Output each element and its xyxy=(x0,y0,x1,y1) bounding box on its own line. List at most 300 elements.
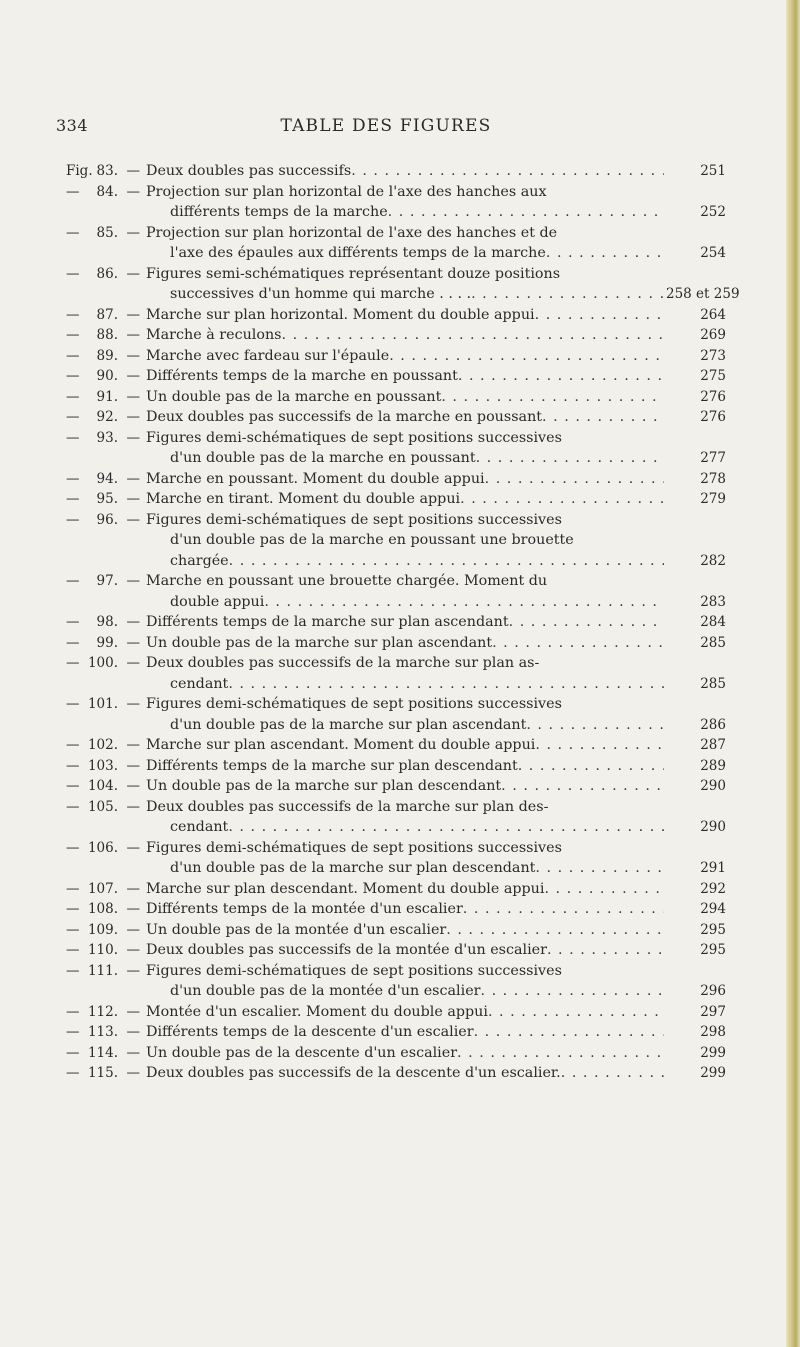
figure-caption xyxy=(146,571,664,612)
leader-dots xyxy=(526,715,664,736)
caption-text: d'un double pas de la marche en poussant une brouette xyxy=(170,532,574,548)
number-dash: — xyxy=(126,470,140,487)
figure-caption xyxy=(146,407,664,428)
figure-number-value: 107. xyxy=(87,880,118,897)
figure-prefix: — xyxy=(66,880,80,897)
leader-dots xyxy=(463,899,664,920)
figure-prefix: — xyxy=(66,470,80,487)
figure-caption xyxy=(146,940,664,961)
figure-entry xyxy=(66,510,726,572)
caption-line xyxy=(146,940,664,961)
figure-number-value: 114. xyxy=(87,1044,118,1061)
figure-entry xyxy=(66,838,726,879)
figure-prefix: — xyxy=(66,798,80,815)
figure-prefix: — xyxy=(66,614,80,630)
number-dash: — xyxy=(126,491,140,507)
figure-number-value: 88. xyxy=(96,327,118,343)
figure-caption xyxy=(146,1043,664,1064)
figure-entry xyxy=(66,633,726,654)
caption-text: Deux doubles pas successifs de la marche sur plan des- xyxy=(146,798,549,815)
figure-number-value: 84. xyxy=(96,183,118,200)
figure-caption xyxy=(146,428,664,469)
figure-prefix: — xyxy=(66,224,80,241)
figure-prefix: — xyxy=(66,634,80,651)
figure-prefix: — xyxy=(66,1003,80,1020)
leader-dots xyxy=(544,879,664,900)
figure-caption xyxy=(146,325,664,346)
leader-dots xyxy=(351,161,664,182)
caption-text: Différents temps de la marche sur plan ascendant xyxy=(146,614,509,630)
running-title: TABLE DES FIGURES xyxy=(280,116,492,136)
figure-prefix: — xyxy=(66,511,80,528)
figure-entry xyxy=(66,879,726,900)
figure-number-value: 91. xyxy=(96,388,118,405)
number-dash: — xyxy=(126,327,140,343)
caption-line xyxy=(146,305,664,326)
caption-line xyxy=(146,756,664,777)
figure-number-value: 101. xyxy=(87,696,118,712)
number-dash: — xyxy=(126,614,140,630)
caption-line xyxy=(146,346,664,367)
figure-number-value: 100. xyxy=(87,655,118,671)
caption-text: Différents temps de la marche sur plan descendant xyxy=(146,757,518,774)
figure-entry xyxy=(66,161,726,182)
figure-caption xyxy=(146,510,664,572)
number-dash: — xyxy=(126,696,140,712)
figure-prefix: — xyxy=(66,655,80,671)
page-reference: 275 xyxy=(700,368,726,384)
caption-text: Un double pas de la descente d'un escalier xyxy=(146,1044,458,1061)
caption-text: Un double pas de la marche sur plan descendant xyxy=(146,778,502,794)
number-dash: — xyxy=(126,1044,140,1061)
leader-dots xyxy=(561,1063,664,1084)
leader-dots xyxy=(460,489,664,510)
caption-text: Deux doubles pas successifs de la marche sur plan as- xyxy=(146,655,540,671)
caption-line xyxy=(146,858,664,879)
number-dash: — xyxy=(126,798,140,815)
figure-prefix: — xyxy=(66,696,80,712)
caption-text: Un double pas de la montée d'un escalier xyxy=(146,921,447,938)
figure-caption xyxy=(146,182,664,223)
caption-line xyxy=(146,284,664,305)
caption-line xyxy=(146,469,664,490)
leader-dots xyxy=(518,756,664,777)
number-dash: — xyxy=(126,839,140,856)
caption-text: d'un double pas de la marche sur plan descendant xyxy=(170,860,536,876)
figure-number-value: 115. xyxy=(87,1065,118,1081)
figure-entry xyxy=(66,325,726,346)
caption-line xyxy=(146,817,664,838)
caption-text: Deux doubles pas successifs de la montée d'un escalier xyxy=(146,942,547,958)
figure-entry xyxy=(66,1063,726,1084)
figure-number-value: 97. xyxy=(96,573,118,589)
figure-prefix: — xyxy=(66,839,80,856)
caption-line xyxy=(146,838,664,859)
leader-dots xyxy=(264,592,664,613)
page-reference: 291 xyxy=(700,860,726,876)
figure-entry xyxy=(66,346,726,367)
caption-line xyxy=(146,920,664,941)
caption-text: Marche en tirant. Moment du double appui xyxy=(146,491,461,507)
caption-text: Marche en poussant. Moment du double appui xyxy=(146,470,485,487)
caption-text: Figures semi-schématiques représentant douze positions xyxy=(146,265,561,282)
leader-dots xyxy=(492,633,664,654)
caption-text: Montée d'un escalier. Moment du double appui xyxy=(146,1003,488,1020)
caption-line xyxy=(146,489,664,510)
page-reference: 286 xyxy=(700,716,726,733)
caption-text: d'un double pas de la montée d'un escalier xyxy=(170,983,481,999)
caption-line xyxy=(146,264,664,285)
number-dash: — xyxy=(126,1024,140,1040)
caption-line xyxy=(146,715,664,736)
figure-caption xyxy=(146,366,664,387)
caption-line xyxy=(146,223,664,244)
caption-line xyxy=(146,899,664,920)
caption-text: Différents temps de la montée d'un escalier xyxy=(146,901,463,917)
figure-prefix: — xyxy=(66,737,80,753)
caption-text: Marche sur plan ascendant. Moment du double appui xyxy=(146,737,536,753)
figure-caption xyxy=(146,735,664,756)
figure-caption xyxy=(146,223,664,264)
figure-entry xyxy=(66,223,726,264)
caption-text: différents temps de la marche xyxy=(170,204,388,220)
figure-prefix: — xyxy=(66,409,80,425)
figure-caption xyxy=(146,469,664,490)
number-dash: — xyxy=(126,183,140,200)
leader-dots xyxy=(471,284,664,305)
caption-line xyxy=(146,407,664,428)
figure-caption xyxy=(146,776,664,797)
caption-text: Figures demi-schématiques de sept positions successives xyxy=(146,962,562,979)
page-reference: 294 xyxy=(700,901,726,917)
leader-dots xyxy=(546,243,664,264)
leader-dots xyxy=(535,735,664,756)
page-number: 334 xyxy=(56,116,89,135)
figure-entry xyxy=(66,899,726,920)
leader-dots xyxy=(457,1043,664,1064)
figure-number-value: 113. xyxy=(87,1024,118,1040)
leader-dots xyxy=(282,325,664,346)
caption-line xyxy=(146,674,664,695)
figure-prefix: — xyxy=(66,306,80,323)
number-dash: — xyxy=(126,265,140,282)
caption-text: successives d'un homme qui marche . . . . xyxy=(170,286,472,302)
page-reference: 299 xyxy=(700,1065,726,1081)
leader-dots xyxy=(509,612,664,633)
figure-caption xyxy=(146,264,664,305)
figure-number-value: 94. xyxy=(96,470,118,487)
figure-caption xyxy=(146,653,664,694)
figure-caption xyxy=(146,161,664,182)
page-reference: 283 xyxy=(700,593,726,610)
figure-number-value: 83. xyxy=(96,163,118,179)
number-dash: — xyxy=(126,429,140,446)
number-dash: — xyxy=(126,942,140,958)
figure-number-value: 93. xyxy=(96,429,118,446)
figure-entry xyxy=(66,797,726,838)
figure-prefix: — xyxy=(66,573,80,589)
caption-line xyxy=(146,592,664,613)
caption-text: chargée xyxy=(170,552,229,569)
page-reference: 258 et 259 xyxy=(666,286,740,302)
leader-dots xyxy=(547,940,664,961)
page-reference: 296 xyxy=(700,983,726,999)
figure-entry xyxy=(66,387,726,408)
leader-dots xyxy=(535,305,664,326)
caption-line xyxy=(146,182,664,203)
figure-prefix: — xyxy=(66,388,80,405)
page-reference: 269 xyxy=(700,327,726,343)
page-reference: 284 xyxy=(700,614,726,630)
figure-caption xyxy=(146,694,664,735)
number-dash: — xyxy=(126,224,140,241)
figure-number-value: 90. xyxy=(96,368,118,384)
caption-line xyxy=(146,653,664,674)
figure-number-value: 109. xyxy=(87,921,118,938)
caption-text: cendant xyxy=(170,819,229,835)
figure-prefix: — xyxy=(66,901,80,917)
number-dash: — xyxy=(126,655,140,671)
figure-caption xyxy=(146,920,664,941)
figure-caption xyxy=(146,797,664,838)
figure-entry xyxy=(66,469,726,490)
caption-line xyxy=(146,202,664,223)
figure-caption xyxy=(146,305,664,326)
number-dash: — xyxy=(126,573,140,589)
figure-entry xyxy=(66,1002,726,1023)
figure-number-value: 112. xyxy=(87,1003,118,1020)
figure-prefix: — xyxy=(66,265,80,282)
figure-prefix: — xyxy=(66,1065,80,1081)
caption-line xyxy=(146,1022,664,1043)
figure-entry xyxy=(66,1043,726,1064)
caption-text: Figures demi-schématiques de sept positions successives xyxy=(146,429,562,446)
page-reference: 299 xyxy=(700,1044,726,1061)
figure-number-value: 110. xyxy=(87,942,118,958)
caption-line xyxy=(146,612,664,633)
figure-entry xyxy=(66,428,726,469)
caption-text: Figures demi-schématiques de sept positions successives xyxy=(146,839,562,856)
leader-dots xyxy=(542,407,664,428)
figure-caption xyxy=(146,387,664,408)
figure-caption xyxy=(146,346,664,367)
figure-prefix: — xyxy=(66,757,80,774)
page-reference: 290 xyxy=(700,819,726,835)
figure-caption xyxy=(146,612,664,633)
number-dash: — xyxy=(126,757,140,774)
figure-number-value: 86. xyxy=(96,265,118,282)
leader-dots xyxy=(476,448,664,469)
number-dash: — xyxy=(126,901,140,917)
page-reference: 251 xyxy=(700,163,726,179)
figure-prefix: — xyxy=(66,778,80,794)
figure-entry xyxy=(66,366,726,387)
figure-prefix: — xyxy=(66,327,80,343)
page-reference: 277 xyxy=(700,450,726,466)
figure-entry xyxy=(66,571,726,612)
figure-number-value: 102. xyxy=(87,737,118,753)
figure-number-value: 98. xyxy=(96,614,118,630)
caption-line xyxy=(146,1002,664,1023)
caption-text: Figures demi-schématiques de sept positions successives xyxy=(146,696,562,712)
page-header xyxy=(56,116,716,142)
caption-text: l'axe des épaules aux différents temps de la marche xyxy=(170,245,546,261)
leader-dots xyxy=(535,858,664,879)
caption-text: Deux doubles pas successifs xyxy=(146,163,352,179)
figure-caption xyxy=(146,961,664,1002)
caption-line xyxy=(146,161,664,182)
leader-dots xyxy=(389,346,664,367)
figure-entry xyxy=(66,735,726,756)
number-dash: — xyxy=(126,409,140,425)
figure-prefix: Fig. xyxy=(66,163,93,179)
figure-number-value: 103. xyxy=(87,757,118,774)
caption-text: Projection sur plan horizontal de l'axe des hanches et de xyxy=(146,224,558,241)
number-dash: — xyxy=(126,388,140,405)
caption-text: Différents temps de la marche en poussant xyxy=(146,368,458,384)
leader-dots xyxy=(441,387,664,408)
caption-text: Marche sur plan descendant. Moment du double appui xyxy=(146,880,545,897)
caption-line xyxy=(146,735,664,756)
figure-entry xyxy=(66,694,726,735)
caption-text: Marche avec fardeau sur l'épaule xyxy=(146,347,390,364)
figure-caption xyxy=(146,838,664,879)
caption-line xyxy=(146,510,664,531)
caption-text: d'un double pas de la marche en poussant xyxy=(170,450,476,466)
caption-text: Projection sur plan horizontal de l'axe des hanches aux xyxy=(146,183,547,200)
number-dash: — xyxy=(126,962,140,979)
page-reference: 252 xyxy=(700,204,726,220)
page-reference: 298 xyxy=(700,1024,726,1040)
figure-entry xyxy=(66,1022,726,1043)
caption-line xyxy=(146,981,664,1002)
leader-dots xyxy=(228,674,664,695)
caption-text: Marche à reculons xyxy=(146,327,282,343)
figure-entry xyxy=(66,776,726,797)
leader-dots xyxy=(388,202,664,223)
figure-entry xyxy=(66,489,726,510)
caption-text: Deux doubles pas successifs de la descente d'un escalier. xyxy=(146,1065,561,1081)
page-reference: 285 xyxy=(700,675,726,692)
figure-number-value: 99. xyxy=(96,634,118,651)
figure-entry xyxy=(66,961,726,1002)
number-dash: — xyxy=(126,306,140,323)
figure-entry xyxy=(66,653,726,694)
figure-number-value: 96. xyxy=(96,511,118,528)
caption-text: Un double pas de la marche en poussant xyxy=(146,388,442,405)
figure-caption xyxy=(146,1002,664,1023)
caption-line xyxy=(146,694,664,715)
figure-entry xyxy=(66,305,726,326)
figure-entry xyxy=(66,182,726,223)
caption-line xyxy=(146,387,664,408)
caption-line xyxy=(146,325,664,346)
figure-number-value: 89. xyxy=(96,347,118,364)
caption-line xyxy=(146,1063,664,1084)
figure-prefix: — xyxy=(66,942,80,958)
caption-line xyxy=(146,448,664,469)
number-dash: — xyxy=(126,778,140,794)
caption-text: Différents temps de la descente d'un escalier xyxy=(146,1024,474,1040)
page-reference: 273 xyxy=(700,347,726,364)
figure-prefix: — xyxy=(66,368,80,384)
caption-text: double appui xyxy=(170,593,265,610)
figure-number-value: 106. xyxy=(87,839,118,856)
figure-caption xyxy=(146,756,664,777)
figure-number-value: 104. xyxy=(87,778,118,794)
number-dash: — xyxy=(126,880,140,897)
number-dash: — xyxy=(126,634,140,651)
page-reference: 264 xyxy=(700,306,726,323)
caption-text: Un double pas de la marche sur plan ascendant xyxy=(146,634,493,651)
leader-dots xyxy=(229,551,664,572)
figure-prefix: — xyxy=(66,921,80,938)
figure-entry xyxy=(66,612,726,633)
caption-line xyxy=(146,633,664,654)
caption-text: Figures demi-schématiques de sept positions successives xyxy=(146,511,562,528)
number-dash: — xyxy=(126,1065,140,1081)
page-reference: 285 xyxy=(700,634,726,651)
figure-caption xyxy=(146,1063,664,1084)
number-dash: — xyxy=(126,1003,140,1020)
figure-entry xyxy=(66,940,726,961)
page-reference: 276 xyxy=(700,388,726,405)
figure-number-value: 105. xyxy=(87,798,118,815)
figure-prefix: — xyxy=(66,347,80,364)
leader-dots xyxy=(485,469,664,490)
figure-number-value: 92. xyxy=(96,409,118,425)
leader-dots xyxy=(446,920,664,941)
page-reference: 279 xyxy=(700,491,726,507)
number-dash: — xyxy=(126,737,140,753)
figure-entry xyxy=(66,756,726,777)
caption-line xyxy=(146,776,664,797)
figure-entry xyxy=(66,920,726,941)
leader-dots xyxy=(501,776,664,797)
page-reference: 289 xyxy=(700,757,726,774)
caption-text: Marche sur plan horizontal. Moment du double appui xyxy=(146,306,535,323)
page-reference: 292 xyxy=(700,880,726,897)
caption-line xyxy=(146,243,664,264)
figure-caption xyxy=(146,489,664,510)
caption-line xyxy=(146,366,664,387)
page-reference: 254 xyxy=(700,245,726,261)
page-reference: 297 xyxy=(700,1003,726,1020)
figure-prefix: — xyxy=(66,962,80,979)
number-dash: — xyxy=(126,511,140,528)
number-dash: — xyxy=(126,921,140,938)
caption-line xyxy=(146,797,664,818)
leader-dots xyxy=(458,366,664,387)
number-dash: — xyxy=(126,163,140,179)
leader-dots xyxy=(488,1002,664,1023)
caption-line xyxy=(146,879,664,900)
figure-caption xyxy=(146,879,664,900)
page-reference: 276 xyxy=(700,409,726,425)
figure-caption xyxy=(146,899,664,920)
caption-line xyxy=(146,961,664,982)
figure-prefix: — xyxy=(66,429,80,446)
leader-dots xyxy=(474,1022,664,1043)
page-reference: 295 xyxy=(700,921,726,938)
figure-entry xyxy=(66,407,726,428)
figure-number-value: 85. xyxy=(96,224,118,241)
page-reference: 287 xyxy=(700,737,726,753)
caption-line xyxy=(146,1043,664,1064)
caption-text: d'un double pas de la marche sur plan ascendant xyxy=(170,716,527,733)
leader-dots xyxy=(481,981,665,1002)
page-binding-edge xyxy=(786,0,800,1347)
